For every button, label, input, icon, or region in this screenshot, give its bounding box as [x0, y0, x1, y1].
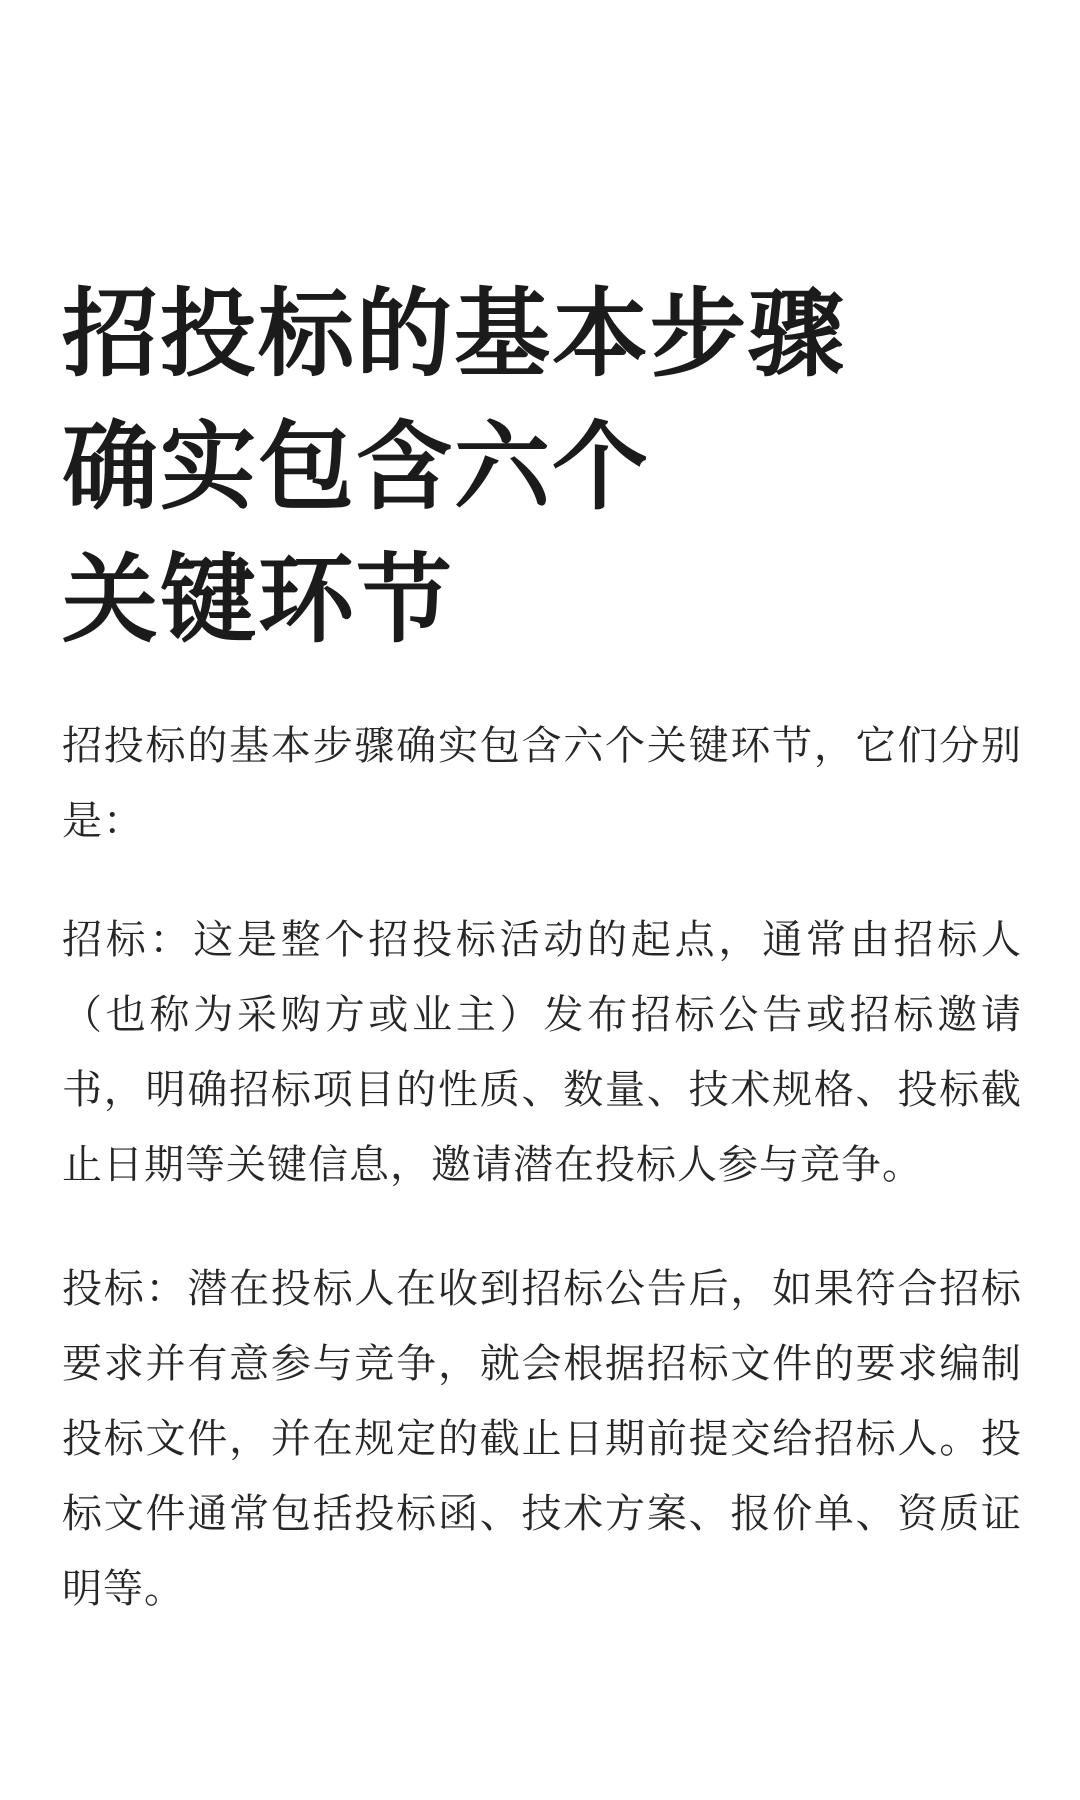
bidding-invitation-paragraph: 招标：这是整个招投标活动的起点，通常由招标人（也称为采购方或业主）发布招标公告或招标邀请书，明确招标项目的性质、数量、技术规格、投标截止日期等关键信息，邀请潜在投标人参与竞争。 — [62, 917, 1022, 1188]
bid-submission-paragraph: 投标：潜在投标人在收到招标公告后，如果符合招标要求并有意参与竞争，就会根据招标文件的要求编制投标文件，并在规定的截止日期前提交给招标人。投标文件通常包括投标函、技术方案、报价单、资质证明等。 — [62, 1266, 1022, 1612]
title-line: 关键环节 — [62, 544, 454, 656]
title-line: 确实包含六个 — [62, 411, 650, 523]
article-title — [62, 268, 846, 667]
intro-paragraph: 招投标的基本步骤确实包含六个关键环节，它们分别是： — [62, 723, 1022, 844]
title-line: 招投标的基本步骤 — [62, 278, 846, 390]
